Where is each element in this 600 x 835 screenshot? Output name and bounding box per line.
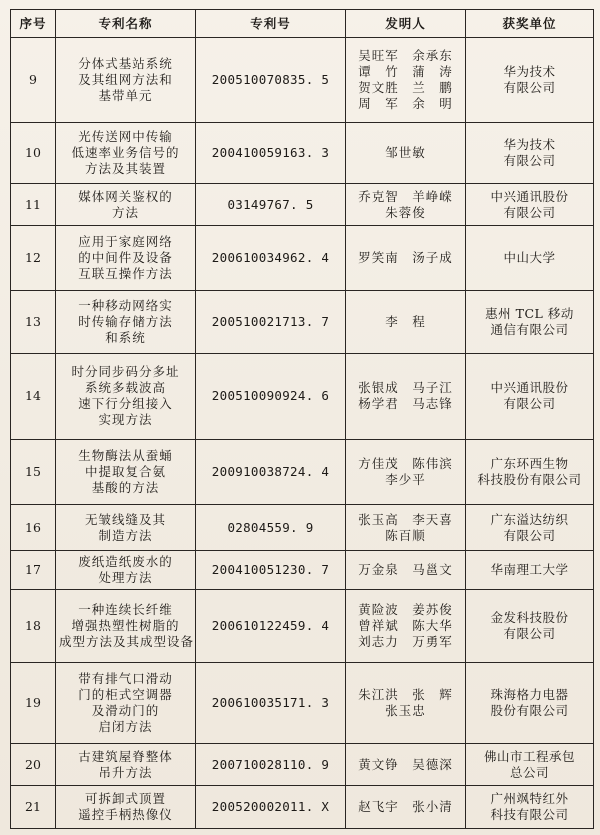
table-header bbox=[11, 10, 594, 38]
award-unit bbox=[466, 662, 594, 743]
award-unit bbox=[466, 551, 594, 589]
table-row bbox=[11, 123, 594, 184]
inventors-line: 李少平 bbox=[385, 471, 426, 487]
inventors bbox=[346, 353, 466, 439]
patent-name-line: 吊升方法 bbox=[98, 764, 153, 780]
patent-name-line: 无皱线缝及其 bbox=[84, 511, 166, 527]
award-unit-line: 中山大学 bbox=[503, 250, 556, 266]
patent-name bbox=[56, 183, 196, 226]
award-unit-line: 广州飒特红外 bbox=[490, 791, 569, 807]
award-unit-line: 有限公司 bbox=[503, 204, 556, 220]
award-unit-line: 金发科技股份 bbox=[490, 609, 569, 625]
inventors-line: 陈百顺 bbox=[385, 527, 426, 543]
table-row bbox=[11, 291, 594, 354]
patent-name-line: 系统多载波高 bbox=[84, 380, 166, 396]
patent-name bbox=[56, 353, 196, 439]
inventors-line: 邹世敏 bbox=[385, 144, 426, 160]
patent-name-line: 生物酶法从蚕蛹 bbox=[78, 447, 173, 463]
header-unit: 获奖单位 bbox=[466, 10, 594, 38]
patent-name-line: 应用于家庭网络 bbox=[78, 234, 173, 250]
inventors-line: 吴旺军 余承东 bbox=[358, 48, 453, 64]
inventors-line: 朱蓉俊 bbox=[385, 204, 426, 220]
patent-name-line: 一种移动网络实 bbox=[78, 298, 173, 314]
award-unit bbox=[466, 786, 594, 829]
table-row bbox=[11, 226, 594, 291]
patent-name-line: 成型方法及其成型设备 bbox=[59, 633, 195, 649]
patent-name bbox=[56, 291, 196, 354]
row-number: 9 bbox=[11, 38, 56, 123]
header-inventors: 发明人 bbox=[346, 10, 466, 38]
header-name: 专利名称 bbox=[56, 10, 196, 38]
patent-award-table bbox=[10, 9, 594, 829]
inventors bbox=[346, 743, 466, 786]
patent-name-line: 互联互操作方法 bbox=[78, 266, 173, 282]
award-unit bbox=[466, 38, 594, 123]
table-row bbox=[11, 551, 594, 589]
patent-name-line: 遥控手柄热像仪 bbox=[78, 807, 173, 823]
table-body bbox=[11, 38, 594, 829]
award-unit bbox=[466, 123, 594, 184]
patent-number: 03149767. 5 bbox=[196, 183, 346, 226]
row-number: 19 bbox=[11, 662, 56, 743]
inventors-line: 杨学君 马志锋 bbox=[358, 396, 453, 412]
inventors bbox=[346, 226, 466, 291]
award-unit-line: 华为技术 bbox=[503, 136, 556, 152]
patent-name-line: 低速率业务信号的 bbox=[71, 144, 180, 160]
patent-name-line: 时传输存储方法 bbox=[78, 314, 173, 330]
inventors-line: 乔克智 羊峥嵘 bbox=[358, 188, 453, 204]
award-unit-line: 中兴通讯股份 bbox=[490, 380, 569, 396]
patent-name bbox=[56, 504, 196, 551]
header-number: 专利号 bbox=[196, 10, 346, 38]
patent-name-line: 带有排气口滑动 bbox=[78, 670, 173, 686]
row-number: 17 bbox=[11, 551, 56, 589]
patent-name bbox=[56, 662, 196, 743]
patent-number: 200610035171. 3 bbox=[196, 662, 346, 743]
table-row bbox=[11, 183, 594, 226]
patent-name bbox=[56, 786, 196, 829]
award-unit-line: 佛山市工程承包 bbox=[483, 748, 575, 764]
patent-name-line: 分体式基站系统 bbox=[78, 56, 173, 72]
inventors-line: 万金泉 马邕文 bbox=[358, 562, 453, 578]
row-number: 13 bbox=[11, 291, 56, 354]
patent-name bbox=[56, 551, 196, 589]
inventors bbox=[346, 38, 466, 123]
award-unit-line: 科技股份有限公司 bbox=[477, 471, 582, 487]
award-unit-line: 有限公司 bbox=[503, 527, 556, 543]
inventors-line: 黄文铮 吴德深 bbox=[358, 756, 453, 772]
inventors bbox=[346, 291, 466, 354]
inventors-line: 周 军 余 明 bbox=[358, 96, 453, 112]
row-number: 16 bbox=[11, 504, 56, 551]
row-number: 18 bbox=[11, 589, 56, 662]
patent-name-line: 一种连续长纤维 bbox=[78, 601, 173, 617]
inventors-line: 罗笑南 汤子成 bbox=[358, 250, 453, 266]
row-number: 12 bbox=[11, 226, 56, 291]
patent-number: 200610122459. 4 bbox=[196, 589, 346, 662]
patent-name bbox=[56, 123, 196, 184]
patent-name-line: 时分同步码分多址 bbox=[71, 364, 180, 380]
award-unit bbox=[466, 440, 594, 505]
inventors-line: 赵飞宇 张小清 bbox=[358, 799, 453, 815]
award-unit-line: 通信有限公司 bbox=[490, 322, 569, 338]
table-row bbox=[11, 38, 594, 123]
inventors-line: 曾祥斌 陈大华 bbox=[358, 617, 453, 633]
award-unit bbox=[466, 353, 594, 439]
inventors-line: 谭 竹 蒲 涛 bbox=[358, 64, 453, 80]
patent-name bbox=[56, 38, 196, 123]
patent-name-line: 门的柜式空调器 bbox=[78, 686, 173, 702]
patent-name-line: 古建筑屋脊整体 bbox=[78, 748, 173, 764]
award-unit bbox=[466, 504, 594, 551]
inventors-line: 方佳茂 陈伟滨 bbox=[358, 455, 453, 471]
patent-name-line: 启闭方法 bbox=[98, 718, 153, 734]
award-unit bbox=[466, 291, 594, 354]
patent-name-line: 方法及其装置 bbox=[84, 160, 166, 176]
inventors bbox=[346, 551, 466, 589]
row-number: 15 bbox=[11, 440, 56, 505]
patent-name bbox=[56, 226, 196, 291]
patent-name-line: 和系统 bbox=[105, 330, 146, 346]
row-number: 10 bbox=[11, 123, 56, 184]
patent-number: 200520002011. X bbox=[196, 786, 346, 829]
award-unit-line: 总公司 bbox=[509, 764, 549, 780]
inventors bbox=[346, 504, 466, 551]
table-row bbox=[11, 662, 594, 743]
row-number: 14 bbox=[11, 353, 56, 439]
award-unit bbox=[466, 589, 594, 662]
award-unit-line: 惠州 TCL 移动 bbox=[485, 306, 574, 322]
patent-name-line: 制造方法 bbox=[98, 527, 153, 543]
header-no: 序号 bbox=[11, 10, 56, 38]
table-row bbox=[11, 504, 594, 551]
inventors-line: 黄险波 姜苏俊 bbox=[358, 601, 453, 617]
patent-number: 02804559. 9 bbox=[196, 504, 346, 551]
inventors bbox=[346, 123, 466, 184]
inventors-line: 贺文胜 兰 鹏 bbox=[358, 80, 453, 96]
table-row bbox=[11, 786, 594, 829]
patent-name-line: 基带单元 bbox=[98, 88, 153, 104]
row-number: 20 bbox=[11, 743, 56, 786]
patent-number: 200610034962. 4 bbox=[196, 226, 346, 291]
inventors-line: 张玉高 李天喜 bbox=[358, 511, 453, 527]
patent-name-line: 可拆卸式顶置 bbox=[84, 791, 166, 807]
patent-name bbox=[56, 589, 196, 662]
row-number: 21 bbox=[11, 786, 56, 829]
award-unit-line: 有限公司 bbox=[503, 80, 556, 96]
patent-name-line: 废纸造纸废水的 bbox=[78, 554, 173, 570]
patent-name-line: 光传送网中传输 bbox=[78, 128, 173, 144]
award-unit-line: 珠海格力电器 bbox=[490, 686, 569, 702]
inventors-line: 刘志力 万勇军 bbox=[358, 633, 453, 649]
patent-number: 200410051230. 7 bbox=[196, 551, 346, 589]
award-unit-line: 广东环西生物 bbox=[490, 455, 569, 471]
table-row bbox=[11, 589, 594, 662]
patent-number: 200510070835. 5 bbox=[196, 38, 346, 123]
patent-name-line: 增强热塑性树脂的 bbox=[71, 617, 180, 633]
award-unit-line: 华为技术 bbox=[503, 64, 556, 80]
award-unit-line: 中兴通讯股份 bbox=[490, 188, 569, 204]
patent-name-line: 速下行分组接入 bbox=[78, 396, 173, 412]
award-unit-line: 有限公司 bbox=[503, 396, 556, 412]
inventors bbox=[346, 662, 466, 743]
table-row bbox=[11, 743, 594, 786]
inventors bbox=[346, 589, 466, 662]
patent-number: 200910038724. 4 bbox=[196, 440, 346, 505]
inventors-line: 张玉忠 bbox=[385, 702, 426, 718]
patent-name-line: 方法 bbox=[111, 204, 139, 220]
patent-number: 200510090924. 6 bbox=[196, 353, 346, 439]
award-unit-line: 有限公司 bbox=[503, 152, 556, 168]
award-unit-line: 科技有限公司 bbox=[490, 807, 569, 823]
patent-name-line: 媒体网关鉴权的 bbox=[78, 188, 173, 204]
patent-number: 200410059163. 3 bbox=[196, 123, 346, 184]
patent-number: 200710028110. 9 bbox=[196, 743, 346, 786]
patent-name-line: 中提取复合氨 bbox=[84, 463, 166, 479]
award-unit-line: 有限公司 bbox=[503, 625, 556, 641]
patent-name-line: 处理方法 bbox=[98, 570, 153, 586]
inventors bbox=[346, 183, 466, 226]
award-unit-line: 华南理工大学 bbox=[490, 562, 569, 578]
inventors-line: 张银成 马子江 bbox=[358, 380, 453, 396]
table-row bbox=[11, 353, 594, 439]
table-row bbox=[11, 440, 594, 505]
patent-name-line: 的中间件及设备 bbox=[78, 250, 173, 266]
inventors-line: 李 程 bbox=[385, 314, 426, 330]
patent-number: 200510021713. 7 bbox=[196, 291, 346, 354]
patent-name-line: 及其组网方法和 bbox=[78, 72, 173, 88]
row-number: 11 bbox=[11, 183, 56, 226]
inventors bbox=[346, 440, 466, 505]
patent-name-line: 实现方法 bbox=[98, 412, 153, 428]
patent-name-line: 及滑动门的 bbox=[91, 702, 160, 718]
patent-name bbox=[56, 743, 196, 786]
inventors bbox=[346, 786, 466, 829]
award-unit-line: 股份有限公司 bbox=[490, 702, 569, 718]
patent-name bbox=[56, 440, 196, 505]
award-unit bbox=[466, 226, 594, 291]
award-unit-line: 广东溢达纺织 bbox=[490, 511, 569, 527]
award-unit bbox=[466, 183, 594, 226]
award-unit bbox=[466, 743, 594, 786]
inventors-line: 朱江洪 张 辉 bbox=[358, 686, 453, 702]
patent-name-line: 基酸的方法 bbox=[91, 479, 160, 495]
